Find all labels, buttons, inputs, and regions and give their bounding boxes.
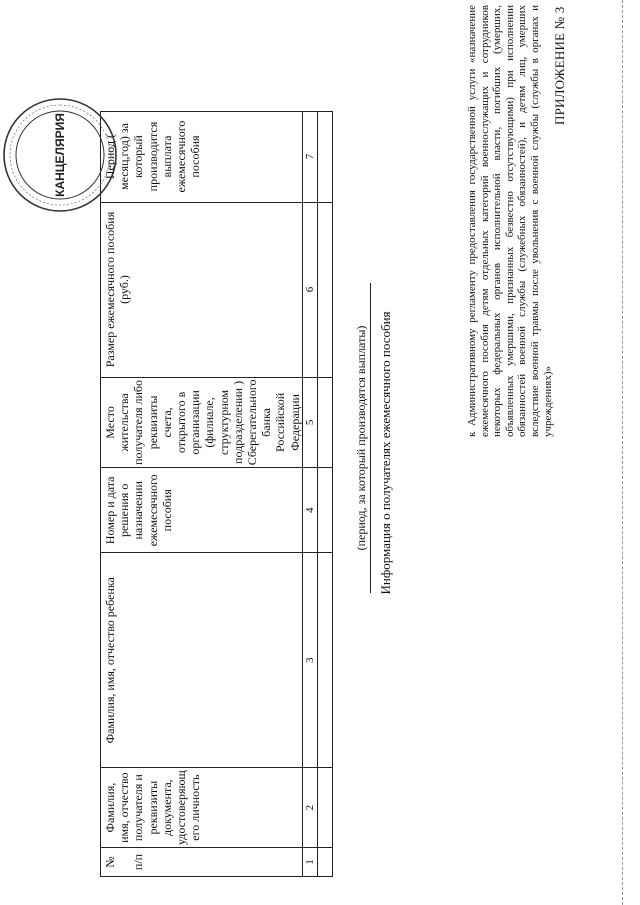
- column-number: 1: [302, 848, 317, 877]
- header-cell-child: Фамилия, имя, отчество ребенка: [101, 553, 303, 768]
- table-cell: [318, 111, 333, 202]
- table-cell: [318, 377, 333, 468]
- recipients-table: [100, 111, 333, 877]
- office-stamp: [0, 95, 120, 215]
- stamp-text: КАНЦЕЛЯРИЯ: [53, 113, 67, 197]
- header-cell-period: Период ( месяц,год) за который производится выплата ежемесячного пособия: [101, 111, 303, 202]
- table-cell: [318, 848, 333, 877]
- table-cell: [318, 468, 333, 553]
- column-number: 3: [302, 553, 317, 768]
- column-number: 7: [302, 111, 317, 202]
- header-cell-residence: Место жительства получателя либо реквизиты счета, открытого в организации (филиале, структурном подразделении ) Сберегательного банка Российской Федерации: [101, 377, 303, 468]
- header-cell-amount: Размер ежемесячного пособия (руб.): [101, 202, 303, 377]
- page-edge-line: [622, 0, 623, 905]
- header-cell-recipient: Фамилия, имя, отчество получателя и реквизиты документа, удостоверяющ его личность: [101, 768, 303, 848]
- column-number: 4: [302, 468, 317, 553]
- table-header-row: [101, 111, 303, 876]
- table-cell: [318, 202, 333, 377]
- column-number: 2: [302, 768, 317, 848]
- appendix-text: к Административному регламенту предоставления государственной услуги «назначение ежемесячного пособия детям отдельных категорий военнослужащих и сотрудников некоторых федеральных органов исполнительной власти, погибших (умерших, объявленных умершими, признанных безвестно отсутствующими) при исполнении обязанностей военной службы (служебных обязанностей), и детям лиц, умерших вследствие военной травмы после увольнения с военной службы (службы в органах и учреждениях)»: [466, 5, 554, 437]
- table-row: [318, 111, 333, 876]
- table-cell: [318, 768, 333, 848]
- header-cell-decision: Номер и дата решения о назначении ежемесячного пособия: [101, 468, 303, 553]
- document-title: Информация о получателях ежемесячного пособия: [378, 311, 393, 595]
- table-cell: [318, 553, 333, 768]
- document-subtitle: (период, за который производятся выплаты): [354, 283, 371, 593]
- header-cell-number: № п/п: [101, 848, 303, 877]
- column-number: 6: [302, 202, 317, 377]
- table-number-row: [302, 111, 317, 876]
- appendix-title: ПРИЛОЖЕНИЕ № 3: [552, 6, 567, 125]
- column-number: 5: [302, 377, 317, 468]
